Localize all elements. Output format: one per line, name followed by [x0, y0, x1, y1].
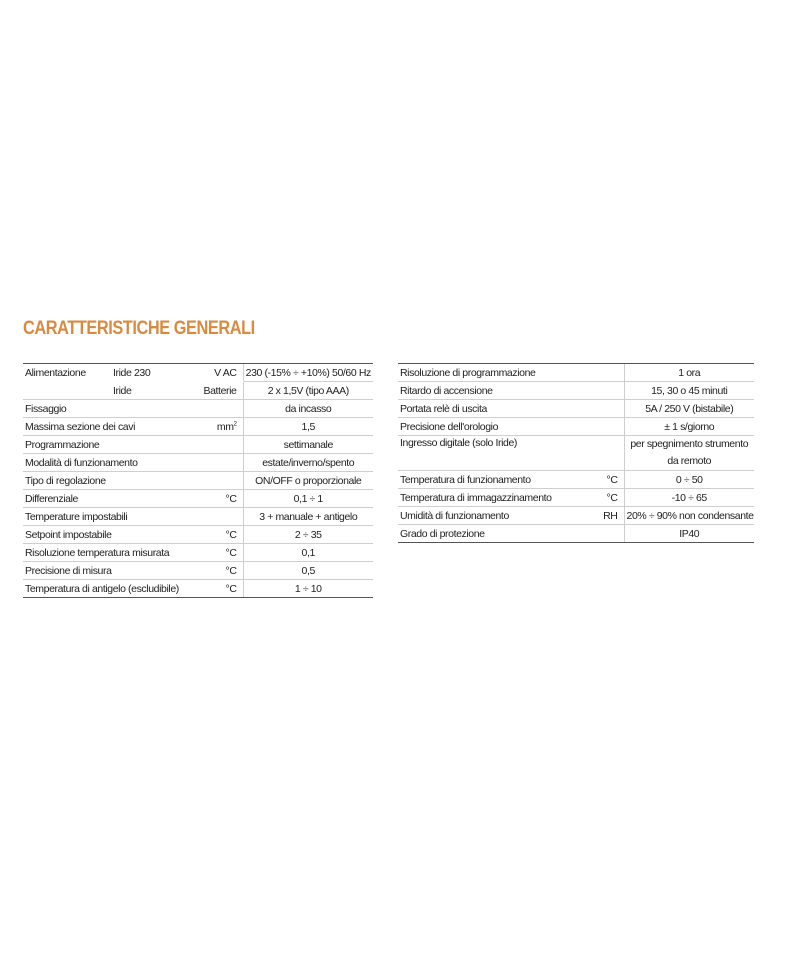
general-specs-table-right: [398, 363, 754, 543]
spec-unit: [594, 400, 624, 418]
spec-unit: °C: [199, 526, 243, 544]
spec-unit: °C: [594, 471, 624, 489]
spec-value: -10 ÷ 65: [624, 489, 754, 507]
unit-superscript: 2: [233, 421, 237, 427]
spec-unit: °C: [199, 544, 243, 562]
spec-label: Precisione dell'orologio: [398, 418, 594, 436]
table-row: [398, 382, 754, 400]
spec-value: da incasso: [243, 400, 373, 418]
spec-label: Temperature impostabili: [23, 508, 199, 526]
spec-unit: °C: [199, 490, 243, 508]
spec-unit: RH: [594, 507, 624, 525]
spec-label: Setpoint impostabile: [23, 526, 199, 544]
spec-label: Risoluzione temperatura misurata: [23, 544, 199, 562]
table-row: [23, 454, 373, 472]
spec-label: Tipo di regolazione: [23, 472, 199, 490]
spec-value: 3 + manuale + antigelo: [243, 508, 373, 526]
spec-value: 0,1: [243, 544, 373, 562]
general-specs-table-left: [23, 363, 373, 598]
spec-label: Precisione di misura: [23, 562, 199, 580]
spec-value: ON/OFF o proporzionale: [243, 472, 373, 490]
spec-value: 1 ÷ 10: [243, 580, 373, 598]
spec-label: Risoluzione di programmazione: [398, 364, 594, 382]
unit-text: mm: [216, 420, 234, 433]
spec-label: Fissaggio: [23, 400, 199, 418]
spec-label: Portata relè di uscita: [398, 400, 594, 418]
table-row: [23, 526, 373, 544]
spec-unit: °C: [199, 562, 243, 580]
table-row: [23, 562, 373, 580]
spec-label: Umidità di funzionamento: [398, 507, 594, 525]
spec-unit: [199, 400, 243, 418]
spec-value: 15, 30 o 45 minuti: [624, 382, 754, 400]
table-row: [23, 382, 373, 400]
table-row: [23, 490, 373, 508]
spec-model: Iride 230: [111, 364, 199, 382]
table-row: [23, 418, 373, 436]
spec-unit: [594, 525, 624, 543]
table-row: [23, 508, 373, 526]
spec-unit: V AC: [199, 364, 243, 382]
spec-unit: °C: [594, 489, 624, 507]
table-row: [23, 472, 373, 490]
spec-value: 1,5: [243, 418, 373, 436]
spec-label: Ingresso digitale (solo Iride): [398, 436, 594, 471]
table-row: [23, 544, 373, 562]
table-row: [398, 471, 754, 489]
spec-value: IP40: [624, 525, 754, 543]
table-row: [23, 364, 373, 382]
spec-value: 2 ÷ 35: [243, 526, 373, 544]
table-row: [23, 436, 373, 454]
spec-model: Iride: [111, 382, 199, 400]
spec-value: 230 (-15% ÷ +10%) 50/60 Hz: [243, 364, 373, 382]
spec-value: 0,5: [243, 562, 373, 580]
spec-unit: [594, 382, 624, 400]
spec-unit: °C: [199, 580, 243, 598]
spec-label: Temperatura di funzionamento: [398, 471, 594, 489]
spec-value: 1 ora: [624, 364, 754, 382]
table-row: [398, 418, 754, 436]
table-row: [398, 489, 754, 507]
spec-label: Modalità di funzionamento: [23, 454, 199, 472]
spec-value: 5A / 250 V (bistabile): [624, 400, 754, 418]
spec-label: Alimentazione: [23, 364, 111, 382]
spec-unit: [199, 508, 243, 526]
spec-unit: [199, 436, 243, 454]
spec-label: Differenziale: [23, 490, 199, 508]
spec-label: Massima sezione dei cavi: [23, 418, 199, 436]
spec-label: Ritardo di accensione: [398, 382, 594, 400]
spec-label: Temperatura di immagazzinamento: [398, 489, 594, 507]
table-row: [398, 507, 754, 525]
spec-value: 0 ÷ 50: [624, 471, 754, 489]
table-row: [23, 580, 373, 598]
spec-unit: [594, 364, 624, 382]
section-title: CARATTERISTICHE GENERALI: [23, 318, 255, 339]
table-row: [398, 400, 754, 418]
spec-label: Programmazione: [23, 436, 199, 454]
spec-value: ± 1 s/giorno: [624, 418, 754, 436]
spec-unit: [199, 472, 243, 490]
spec-unit: [199, 454, 243, 472]
spec-unit: [594, 418, 624, 436]
spec-value: estate/inverno/spento: [243, 454, 373, 472]
table-row: [398, 436, 754, 471]
spec-unit: [594, 436, 624, 471]
spec-unit: Batterie: [199, 382, 243, 400]
spec-value: 2 x 1,5V (tipo AAA): [243, 382, 373, 400]
spec-label: Grado di protezione: [398, 525, 594, 543]
spec-unit: [199, 418, 243, 436]
spec-label: Temperatura di antigelo (escludibile): [23, 580, 199, 598]
spec-value: settimanale: [243, 436, 373, 454]
spec-label: [23, 382, 111, 400]
spec-value: 20% ÷ 90% non condensante: [624, 507, 754, 525]
table-row: [23, 400, 373, 418]
table-row: [398, 525, 754, 543]
spec-value: 0,1 ÷ 1: [243, 490, 373, 508]
table-row: [398, 364, 754, 382]
spec-value: per spegnimento strumento da remoto: [624, 436, 754, 471]
